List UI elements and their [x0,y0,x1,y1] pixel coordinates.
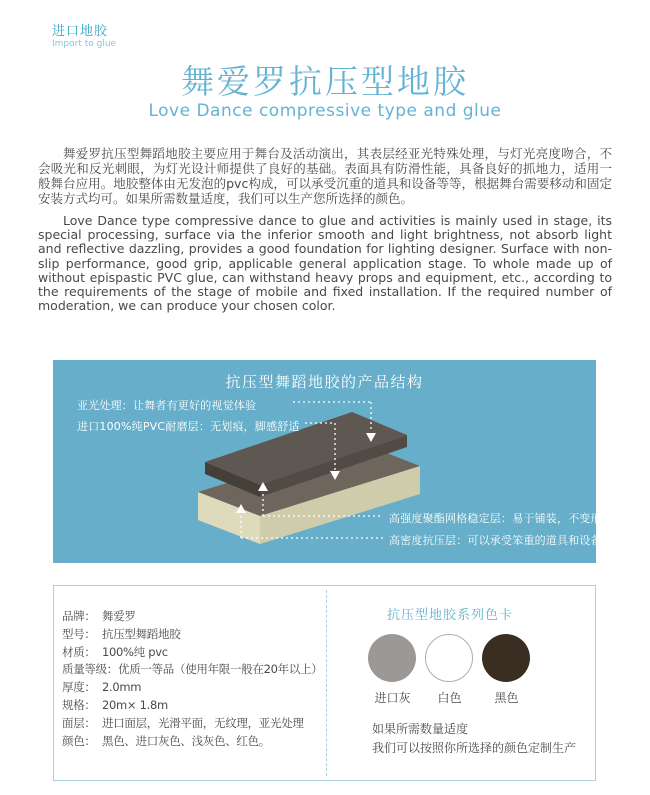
spec-label: 质量等级： [62,662,118,677]
dashed-divider [326,590,327,776]
spec-value: 进口面层，光滑平面，无纹理，亚光处理 [102,715,304,730]
note-line-2: 我们可以按照你所选择的颜色定制生产 [372,741,577,755]
swatch-label: 白色 [437,691,462,705]
color-swatches [368,634,531,706]
spec-row-quality-grade [62,661,322,679]
swatch-black [482,634,531,706]
spec-row-surface [62,715,322,733]
spec-value: 优质一等品（使用年限一般在20年以上） [118,662,323,677]
intro-paragraph-en: Love Dance type compressive dance to glue and activities is mainly used in stage, its special processing, surface via the inferior smooth and light brightness, not absorb light and reflective dazzling, provides a good foundation for lighting designer. Surface with non-slip performance, good grip, applicable general application stage. To whole made up of without epispastic PVC glue, can withstand heavy props and equipment, etc., according to the requirements of the stage of mobile and fixed installation. If the required number of moderation, we can produce your chosen color. [38,213,612,314]
diagram-label-pvc-wear-layer: 进口100%纯PVC耐磨层：无划痕，脚感舒适 [77,420,300,433]
note-line-1: 如果所需数量适度 [372,722,469,736]
spec-label: 厚度： [62,680,96,695]
spec-value: 2.0mm [102,680,142,695]
page-title: 舞爱罗抗压型地胶 [181,62,469,101]
spec-value: 黑色、进口灰色、浅灰色、红色。 [102,733,270,748]
brand-logo [52,25,116,50]
swatch-import-gray [368,634,417,706]
diagram-label-mesh-stability-layer: 高强度聚酯网格稳定层：易于铺装，不变形 [389,512,602,525]
swatch-circle-black [482,634,530,682]
spec-value: 舞爱罗 [102,609,136,623]
spec-row-colors [62,733,322,751]
swatch-circle-white [425,634,473,682]
swatch-label: 进口灰 [374,691,411,705]
spec-label: 型号： [62,626,96,641]
spec-label: 颜色： [62,733,96,748]
swatch-circle-gray [368,634,416,682]
spec-label: 规格： [62,697,96,712]
spec-row-thickness [62,679,322,697]
spec-label: 品牌： [62,609,96,623]
spec-value: 抗压型舞蹈地胶 [102,626,181,641]
logo-text-en: Import to glue [52,39,117,50]
custom-color-note [372,720,576,758]
intro-paragraph-zh: 舞爱罗抗压型舞蹈地胶主要应用于舞台及活动演出，其表层经亚光特殊处理，与灯光亮度吻合，不会吸光和反光刺眼，为灯光设计师提供了良好的基础。表面具有防滑性能，具备良好的抓地力，适用一般舞台应用。地胶整体由无发泡的pvc构成，可以承受沉重的道具和设备等等，根据舞台需要移动和固定安装方式均可。如果所需数量适度，我们可以生产您所选择的颜色。 [38,146,612,206]
spec-value: 100%纯 pvc [102,644,168,659]
page-subtitle: Love Dance compressive type and glue [148,101,502,121]
spec-row-brand [62,608,322,626]
diagram-label-compression-layer: 高密度抗压层：可以承受笨重的道具和设备 [389,534,602,547]
spec-row-model [62,626,322,644]
product-info-box [53,585,596,781]
spec-label: 材质： [62,644,96,659]
swatch-white [425,634,474,706]
diagram-title: 抗压型舞蹈地胶的产品结构 [225,373,424,391]
product-structure-panel [53,360,602,563]
logo-text-zh: 进口地胶 [52,24,109,39]
spec-value: 20m× 1.8m [102,697,168,712]
diagram-label-matte-finish: 亚光处理：让舞者有更好的视觉体验 [77,399,257,412]
spec-row-size [62,697,322,715]
swatch-label: 黑色 [494,691,519,705]
spec-label: 面层： [62,715,96,730]
color-card-title: 抗压型地胶系列色卡 [386,608,513,623]
spec-row-material [62,644,322,662]
spec-list [62,608,322,750]
